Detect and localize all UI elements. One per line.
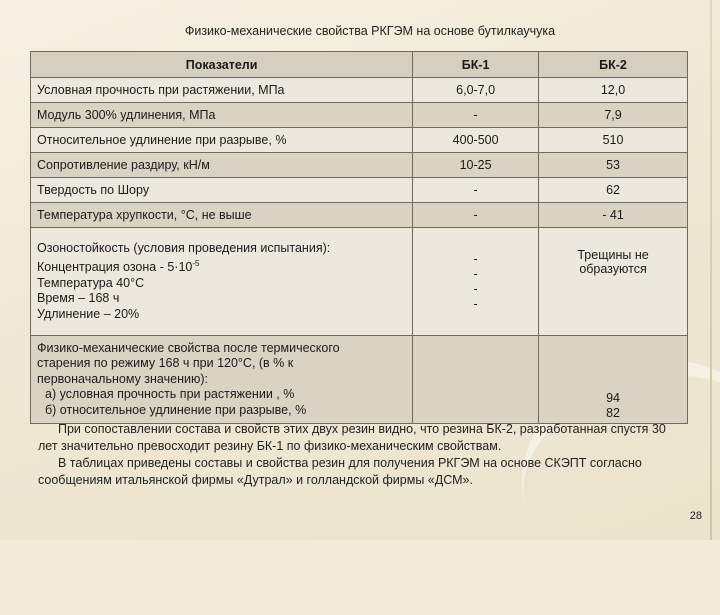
row-bk2-value: 12,0: [539, 78, 688, 103]
thermal-line: первоначальному значению):: [37, 371, 208, 386]
thermal-line: Физико-механические свойства после термического: [37, 340, 340, 355]
row-label: Температура хрупкости, °С, не выше: [31, 203, 413, 228]
row-label: Твердость по Шору: [31, 178, 413, 203]
ozone-bk2-cell: [539, 228, 688, 336]
table-row: [31, 128, 688, 153]
ozone-line: Время – 168 ч: [37, 291, 120, 306]
header-bk1: БК-1: [413, 52, 539, 78]
row-bk2-value: 510: [539, 128, 688, 153]
thermal-line: старения по режиму 168 ч при 120°С, (в % к: [37, 356, 294, 371]
row-bk2-value: 53: [539, 153, 688, 178]
ozone-bk1-value: -: [473, 296, 478, 311]
row-label: Модуль 300% удлинения, МПа: [31, 103, 413, 128]
notes-text: [38, 421, 684, 489]
row-bk2-value: 7,9: [539, 103, 688, 128]
row-label: Условная прочность при растяжении, МПа: [31, 78, 413, 103]
ozone-conditions-cell: [31, 228, 413, 336]
table-row: [31, 78, 688, 103]
thermal-bk2-value: 82: [606, 406, 620, 420]
decorative-edge-line: [710, 0, 712, 540]
thermal-line: б) относительное удлинение при разрыве, %: [45, 402, 307, 417]
table-row-thermal-aging: [31, 336, 688, 424]
row-bk1-value: 400-500: [413, 128, 539, 153]
header-indicators: Показатели: [31, 52, 413, 78]
ozone-line: Температура 40°С: [37, 275, 145, 290]
slide-title: Физико-механические свойства РКГЭМ на основе бутилкаучука: [184, 24, 556, 38]
table-row: [31, 203, 688, 228]
header-bk2: БК-2: [539, 52, 688, 78]
row-bk1-value: -: [413, 178, 539, 203]
row-label: Относительное удлинение при разрыве, %: [31, 128, 413, 153]
note-paragraph: При сопоставлении состава и свойств этих двух резин видно, что резина БК-2, разработанная спустя 30 лет значительно превосходит резину БК-1 по физико-механическим свойствам.: [38, 422, 666, 453]
note-paragraph: В таблицах приведены составы и свойства резин для получения РКГЭМ на основе СКЭПТ согласно сообщениям итальянской фирмы «Дутрал» и голландской фирмы «ДСМ».: [38, 456, 642, 487]
thermal-bk2-value: 94: [606, 391, 620, 405]
thermal-bk1-cell: [413, 336, 539, 424]
ozone-line: Удлинение – 20%: [37, 306, 140, 321]
thermal-line: а) условная прочность при растяжении , %: [45, 387, 295, 402]
table-row: [31, 103, 688, 128]
table-row: [31, 153, 688, 178]
row-label: Сопротивление раздиру, кН/м: [31, 153, 413, 178]
properties-table: [30, 51, 688, 424]
row-bk1-value: 10-25: [413, 153, 539, 178]
thermal-aging-cell: [31, 336, 413, 424]
ozone-bk1-value: -: [473, 281, 478, 296]
row-bk1-value: -: [413, 203, 539, 228]
ozone-bk1-cell: [413, 228, 539, 336]
row-bk1-value: -: [413, 103, 539, 128]
row-bk1-value: 6,0-7,0: [413, 78, 539, 103]
ozone-bk2-value: образуются: [579, 262, 647, 276]
ozone-bk2-value: Трещины не: [577, 248, 649, 262]
ozone-line: Озоностойкость (условия проведения испытания):: [37, 240, 331, 255]
ozone-line: Концентрация озона - 5·10: [37, 260, 193, 275]
thermal-bk2-cell: [539, 336, 688, 424]
ozone-exponent: -5: [192, 259, 200, 269]
row-bk2-value: 62: [539, 178, 688, 203]
table-row: [31, 178, 688, 203]
table-header-row: [31, 52, 688, 78]
ozone-bk1-value: -: [473, 251, 478, 266]
page-number: 28: [689, 510, 702, 522]
row-bk2-value: - 41: [539, 203, 688, 228]
table-row-ozone: [31, 228, 688, 336]
ozone-bk1-value: -: [473, 266, 478, 281]
